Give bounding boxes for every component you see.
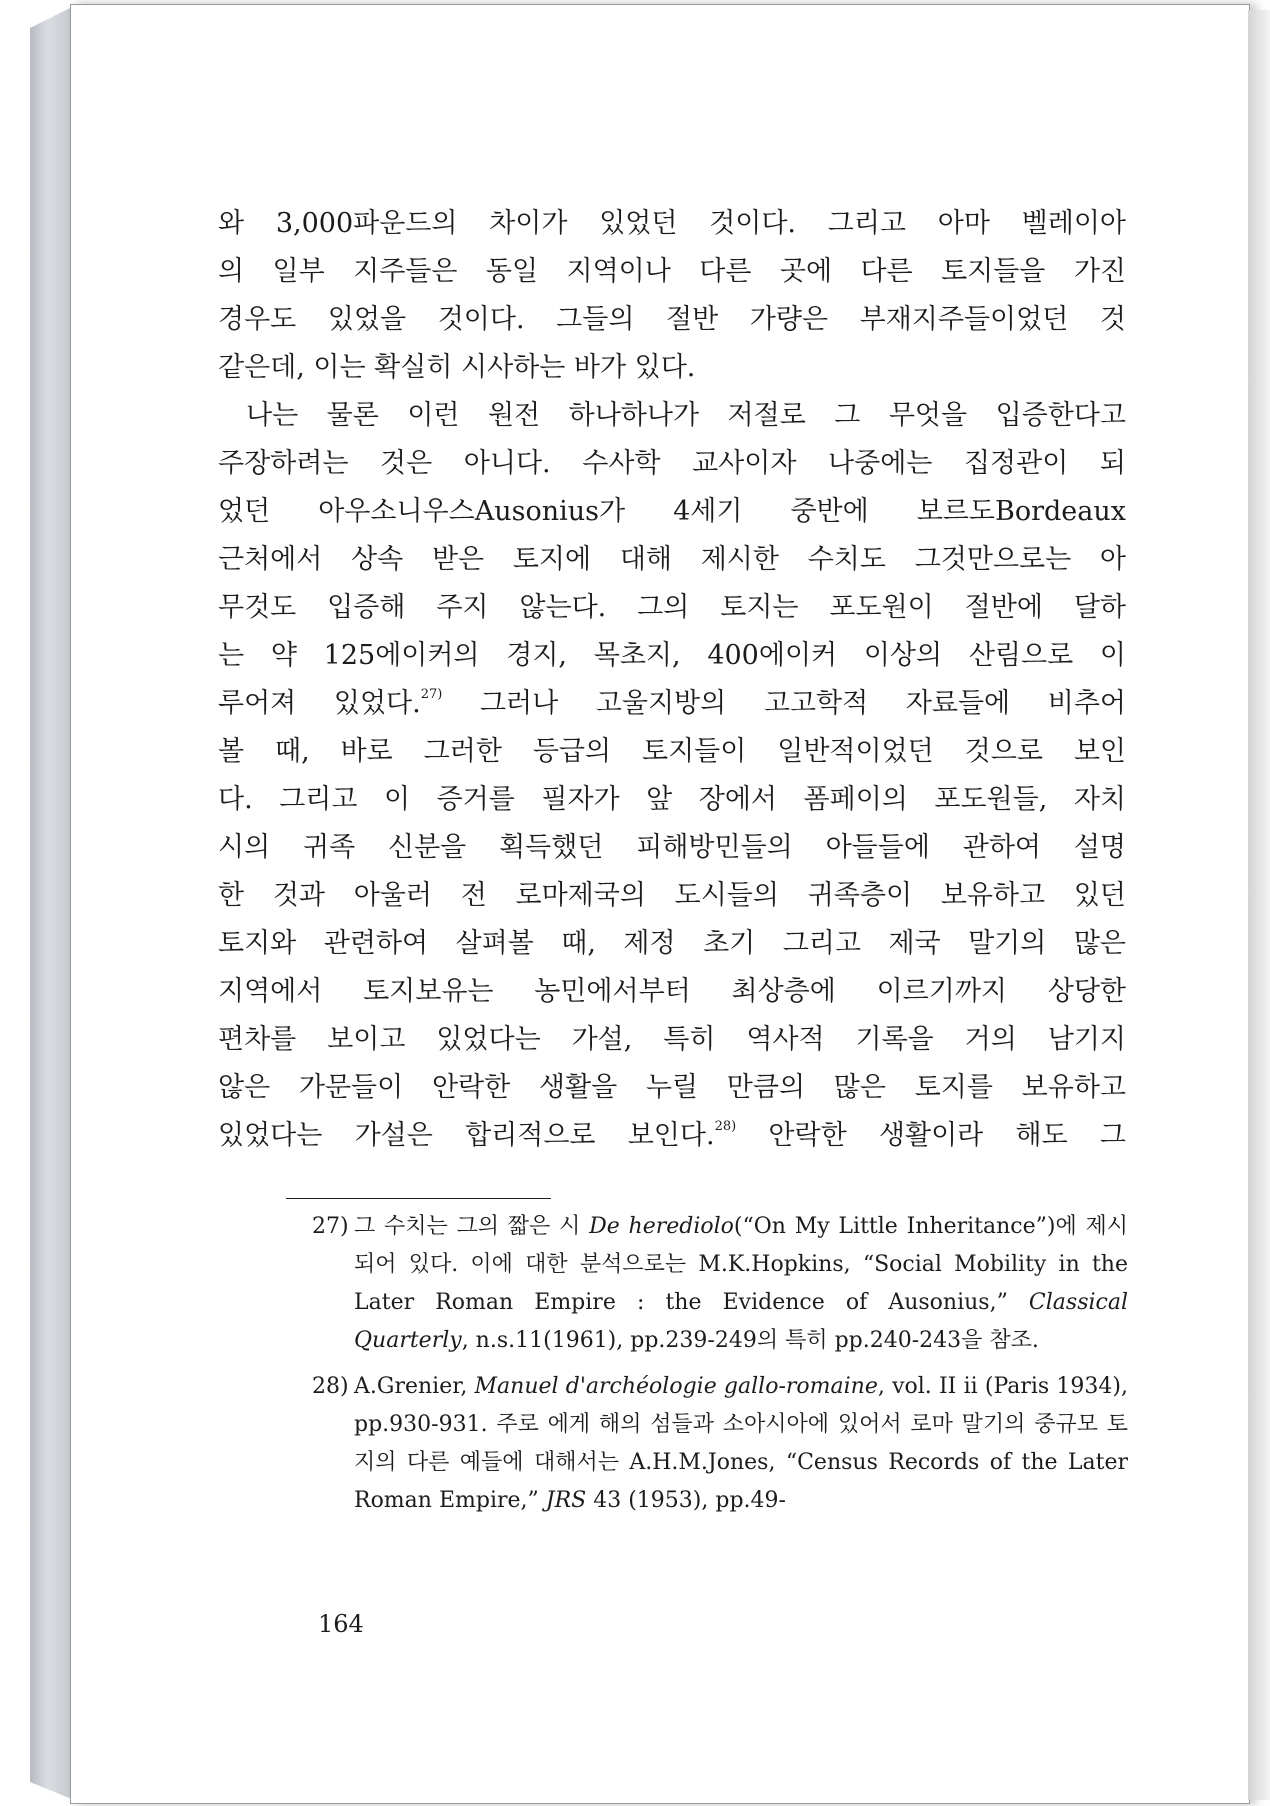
footnote-text: A.Grenier,	[354, 1374, 475, 1399]
footnote-number: 27)	[312, 1214, 349, 1239]
footnote-title: De herediolo	[589, 1214, 734, 1239]
text-line: 무것도 입증해 주지 않는다. 그의 토지는 포도원이 절반에 달하	[218, 592, 1126, 623]
text-line: 의 일부 지주들은 동일 지역이나 다른 곳에 다른 토지들을 가진	[218, 256, 1126, 287]
footnotes	[312, 1208, 1128, 1528]
text-line: 같은데, 이는 확실히 시사하는 바가 있다.	[218, 352, 696, 383]
text-line: 근처에서 상속 받은 토지에 대해 제시한 수치도 그것만으로는 아	[218, 544, 1126, 575]
footnote-ref-27[interactable]: 27)	[420, 687, 443, 702]
page-number: 164	[318, 1610, 364, 1638]
footnote-text: , n.s.11(1961), pp.239-249의 특히 pp.240-243을 참조.	[461, 1328, 1039, 1353]
text-span: 그러나 고울지방의 고고학적 자료들에 비추어	[442, 688, 1126, 719]
footnote-text: 그 수치는 그의 짧은 시	[354, 1214, 590, 1239]
footnote-journal: JRS	[545, 1488, 587, 1513]
footnote-28	[312, 1368, 1128, 1520]
footnote-rule	[286, 1198, 551, 1199]
text-line	[218, 1112, 1126, 1160]
text-line: 토지와 관련하여 살펴볼 때, 제정 초기 그리고 제국 말기의 많은	[218, 928, 1126, 959]
text-line: 는 약 125에이커의 경지, 목초지, 400에이커 이상의 산림으로 이	[218, 640, 1126, 671]
text-line: 다. 그리고 이 증거를 필자가 앞 장에서 폼페이의 포도원들, 자치	[218, 784, 1126, 815]
footnote-text: , vol. II ii (Paris 1934), pp.930-931. 주로 에게 해의 섬들과 소아시아에 있어서 로마 말기의 중규모 토지의 다른 예들에 대해서는 A.H.M.Jones, “Census Records of the Later Roman Empire,”	[354, 1374, 1128, 1513]
text-line: 주장하려는 것은 아니다. 수사학 교사이자 나중에는 집정관이 되	[218, 448, 1126, 479]
text-line	[218, 680, 1126, 728]
footnote-27	[312, 1208, 1128, 1360]
text-span: 있었다는 가설은 합리적으로 보인다.	[218, 1120, 715, 1151]
footnote-title: Manuel d'archéologie gallo-romaine	[474, 1374, 878, 1399]
footnote-text: (“On My Little Inheritance”)에 제시되어 있다. 이에 대한 분석으로는 M.K.Hopkins, “Social Mobility in the Later Roman Empire : the Evidence of Ausonius,”	[354, 1214, 1128, 1315]
text-span: 루어져 있었다.	[218, 688, 421, 719]
text-line: 나는 물론 이런 원전 하나하나가 저절로 그 무엇을 입증한다고	[246, 400, 1126, 431]
text-line: 시의 귀족 신분을 획득했던 피해방민들의 아들들에 관하여 설명	[218, 832, 1126, 863]
text-line: 경우도 있었을 것이다. 그들의 절반 가량은 부재지주들이었던 것	[218, 304, 1126, 335]
body-text	[218, 200, 1126, 1160]
text-line: 않은 가문들이 안락한 생활을 누릴 만큼의 많은 토지를 보유하고	[218, 1072, 1126, 1103]
page-shadow	[1248, 10, 1270, 1800]
book-edge	[30, 6, 74, 1800]
text-line: 지역에서 토지보유는 농민에서부터 최상층에 이르기까지 상당한	[218, 976, 1126, 1007]
text-line: 었던 아우소니우스Ausonius가 4세기 중반에 보르도Bordeaux	[218, 496, 1126, 527]
text-line: 편차를 보이고 있었다는 가설, 특히 역사적 기록을 거의 남기지	[218, 1024, 1126, 1055]
text-line: 와 3,000파운드의 차이가 있었던 것이다. 그리고 아마 벨레이아	[218, 208, 1126, 239]
footnote-number: 28)	[312, 1374, 349, 1399]
text-span: 안락한 생활이라 해도 그	[736, 1120, 1126, 1151]
footnote-ref-28[interactable]: 28)	[714, 1119, 737, 1134]
text-line: 한 것과 아울러 전 로마제국의 도시들의 귀족층이 보유하고 있던	[218, 880, 1126, 911]
footnote-text: 43 (1953), pp.49-	[586, 1488, 786, 1513]
footnote-journal: Classical Quarterly	[354, 1290, 1128, 1353]
text-line: 볼 때, 바로 그러한 등급의 토지들이 일반적이었던 것으로 보인	[218, 736, 1126, 767]
